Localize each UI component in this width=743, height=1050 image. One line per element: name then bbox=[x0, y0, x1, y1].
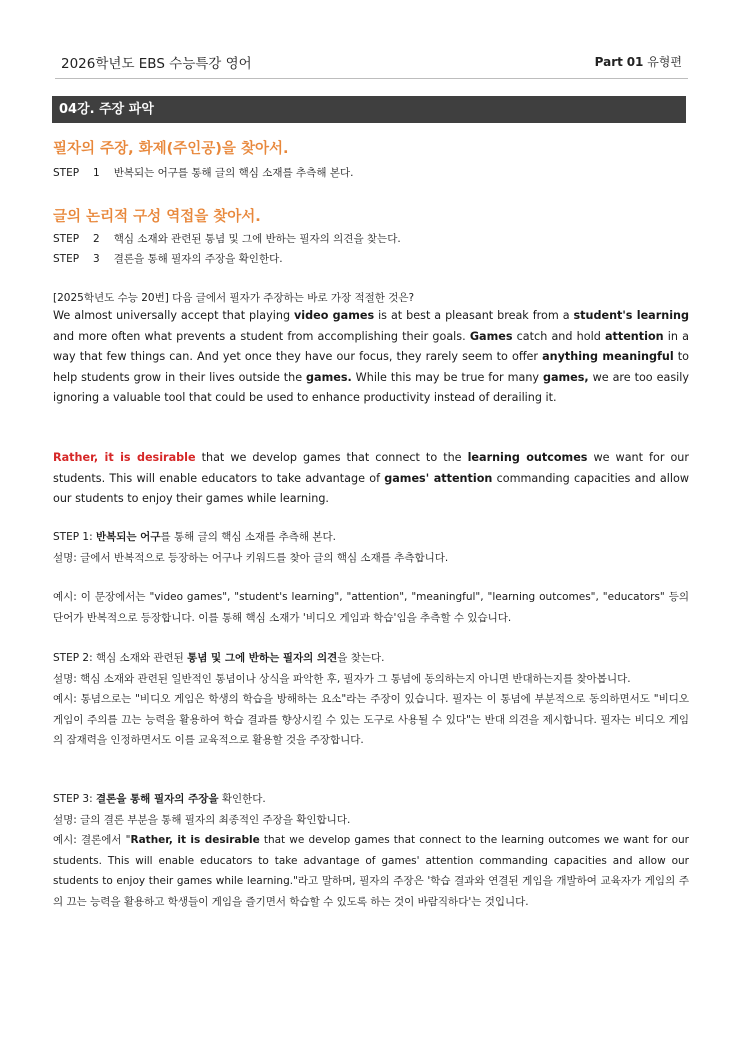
keyword: 통념 및 그에 반하는 필자의 의견 bbox=[187, 652, 338, 664]
part-word: Part bbox=[594, 55, 623, 69]
passage-text: and more often what prevents a student from accomplishing their goals. bbox=[53, 329, 470, 343]
explanation-step-1-title bbox=[53, 527, 689, 548]
passage-text: is at best a pleasant break from a bbox=[374, 309, 574, 322]
spacer bbox=[53, 568, 689, 587]
step-2-number: 2 bbox=[93, 233, 100, 245]
part-label bbox=[595, 53, 682, 70]
explanation-step-3-example bbox=[53, 830, 689, 912]
explanation-step-1-example: 예시: 이 문장에서는 "video games", "student's learning", "attention", "meaningful", "learning outcomes", "educators" 등의 단어가 반복적으로 등장합니다. 이를 통해 핵심 소재가 '비디오 게임과 학습'임을 추측할 수 있습니다. bbox=[53, 591, 689, 624]
passage-text: commanding capacities and allow our students to enjoy their games while learning. bbox=[53, 471, 689, 505]
explanation-step-1 bbox=[53, 527, 689, 628]
text: 를 통해 글의 핵심 소재를 추측해 본다. bbox=[160, 531, 336, 543]
text: STEP 2: 핵심 소재와 관련된 bbox=[53, 652, 188, 664]
step-3-number: 3 bbox=[93, 253, 100, 265]
keyword: anything meaningful bbox=[542, 350, 674, 363]
passage-text: in a way that few things can. And yet once they have our focus, they rarely seem to offer bbox=[53, 329, 689, 363]
passage-text: that we develop games that connect to the bbox=[195, 451, 468, 464]
keyword: learning outcomes bbox=[467, 451, 588, 464]
header-divider bbox=[55, 78, 688, 79]
explanation-step-3 bbox=[53, 789, 689, 912]
question-line: [2025학년도 수능 20번] 다음 글에서 필자가 주장하는 바로 가장 적절한 것은? bbox=[53, 292, 415, 304]
text: 확인한다. bbox=[218, 793, 266, 805]
keyword: attention bbox=[604, 329, 664, 343]
keyword: games, bbox=[542, 370, 589, 384]
highlight-phrase: Rather, it is desirable bbox=[53, 451, 196, 464]
step-1-label: STEP bbox=[53, 167, 80, 179]
keyword: 결론을 통해 필자의 주장을 bbox=[95, 793, 219, 805]
step-2-text: 핵심 소재와 관련된 통념 및 그에 반하는 필자의 의견을 찾는다. bbox=[113, 233, 401, 245]
keyword: student's learning bbox=[573, 309, 690, 322]
step-3-line bbox=[53, 251, 689, 266]
passage-text: we are too easily ignoring a valuable tool that could be used to enhance productivity instead of derailing it. bbox=[53, 370, 689, 404]
explanation-step-2-example: 예시: 통념으로는 "비디오 게임은 학생의 학습을 방해하는 요소"라는 주장이 있습니다. 필자는 이 통념에 부분적으로 동의하면서도 "비디오 게임이 주의를 끄는 능력을 활용하여 학습 결과를 향상시킬 수 있는 도구로 사용될 수 있다"는 반대 의견을 제시합니다. 필자는 비디오 게임의 잠재력을 인정하면서도 이를 교육적으로 활용할 것을 주장합니다. bbox=[53, 693, 689, 746]
heading-main-claim: 필자의 주장, 화제(주인공)을 찾아서. bbox=[53, 141, 289, 157]
step-1-text: 반복되는 어구를 통해 글의 핵심 소재를 추측해 본다. bbox=[113, 167, 354, 179]
passage-text: we want for our students. This will enable educators to take advantage of bbox=[53, 451, 689, 485]
part-number: 01 bbox=[626, 55, 644, 69]
text: 예시: 결론에서 " bbox=[53, 834, 131, 846]
explanation-step-2 bbox=[53, 648, 689, 751]
passage-text: We almost universally accept that playing bbox=[53, 309, 294, 322]
explanation-step-2-desc: 설명: 핵심 소재와 관련된 일반적인 통념이나 상식을 파악한 후, 필자가 그 통념에 동의하는지 아니면 반대하는지를 찾아봅니다. bbox=[53, 672, 631, 685]
part-name: 유형편 bbox=[647, 55, 682, 69]
step-3-text: 결론을 통해 필자의 주장을 확인한다. bbox=[113, 253, 283, 265]
keyword: 반복되는 어구 bbox=[95, 531, 161, 543]
explanation-step-3-desc: 설명: 글의 결론 부분을 통해 필자의 최종적인 주장을 확인합니다. bbox=[53, 813, 351, 826]
explanation-step-1-desc: 설명: 글에서 반복적으로 등장하는 어구나 키워드를 찾아 글의 핵심 소재를 추측합니다. bbox=[53, 551, 449, 564]
keyword: games. bbox=[306, 370, 352, 384]
passage-text: to help students grow in their lives outside the bbox=[53, 350, 689, 384]
text: STEP 1: bbox=[53, 531, 96, 543]
keyword: Rather, it is desirable bbox=[130, 834, 260, 846]
passage-text: While this may be true for many bbox=[351, 370, 543, 384]
keyword: games' attention bbox=[384, 471, 493, 485]
step-2-label: STEP bbox=[53, 233, 80, 245]
text: that we develop games that connect to the learning outcomes we want for our students. This will enable educators to take advantage of games' attention commanding capacities and allow our students to enjoy their games while learning."라고 말하며, 필자의 주장은 '학습 결과와 연결된 게임을 개발하여 교육자가 게임의 주의 끄는 능력을 활용하고 학생들이 게임을 즐기면서 학습할 수 있도록 하는 것이 바람직하다'는 것입니다. bbox=[53, 834, 689, 908]
text: 을 찾는다. bbox=[337, 652, 385, 664]
keyword: Games bbox=[469, 329, 513, 343]
step-2-line bbox=[53, 231, 689, 246]
book-title: 2026학년도 EBS 수능특강 영어 bbox=[61, 56, 252, 72]
keyword: video games bbox=[293, 309, 375, 322]
passage-paragraph-2 bbox=[53, 448, 689, 510]
step-1-line bbox=[53, 165, 689, 180]
explanation-step-2-title bbox=[53, 648, 689, 669]
passage-text: catch and hold bbox=[512, 329, 605, 343]
text: STEP 3: bbox=[53, 793, 96, 805]
step-1-number: 1 bbox=[93, 167, 100, 179]
explanation-step-3-title bbox=[53, 789, 689, 810]
page-header bbox=[55, 50, 688, 72]
step-3-label: STEP bbox=[53, 253, 80, 265]
chapter-banner: 04강. 주장 파악 bbox=[52, 96, 686, 123]
passage-paragraph-1 bbox=[53, 306, 689, 409]
heading-logic: 글의 논리적 구성 역접을 찾아서. bbox=[53, 209, 261, 225]
